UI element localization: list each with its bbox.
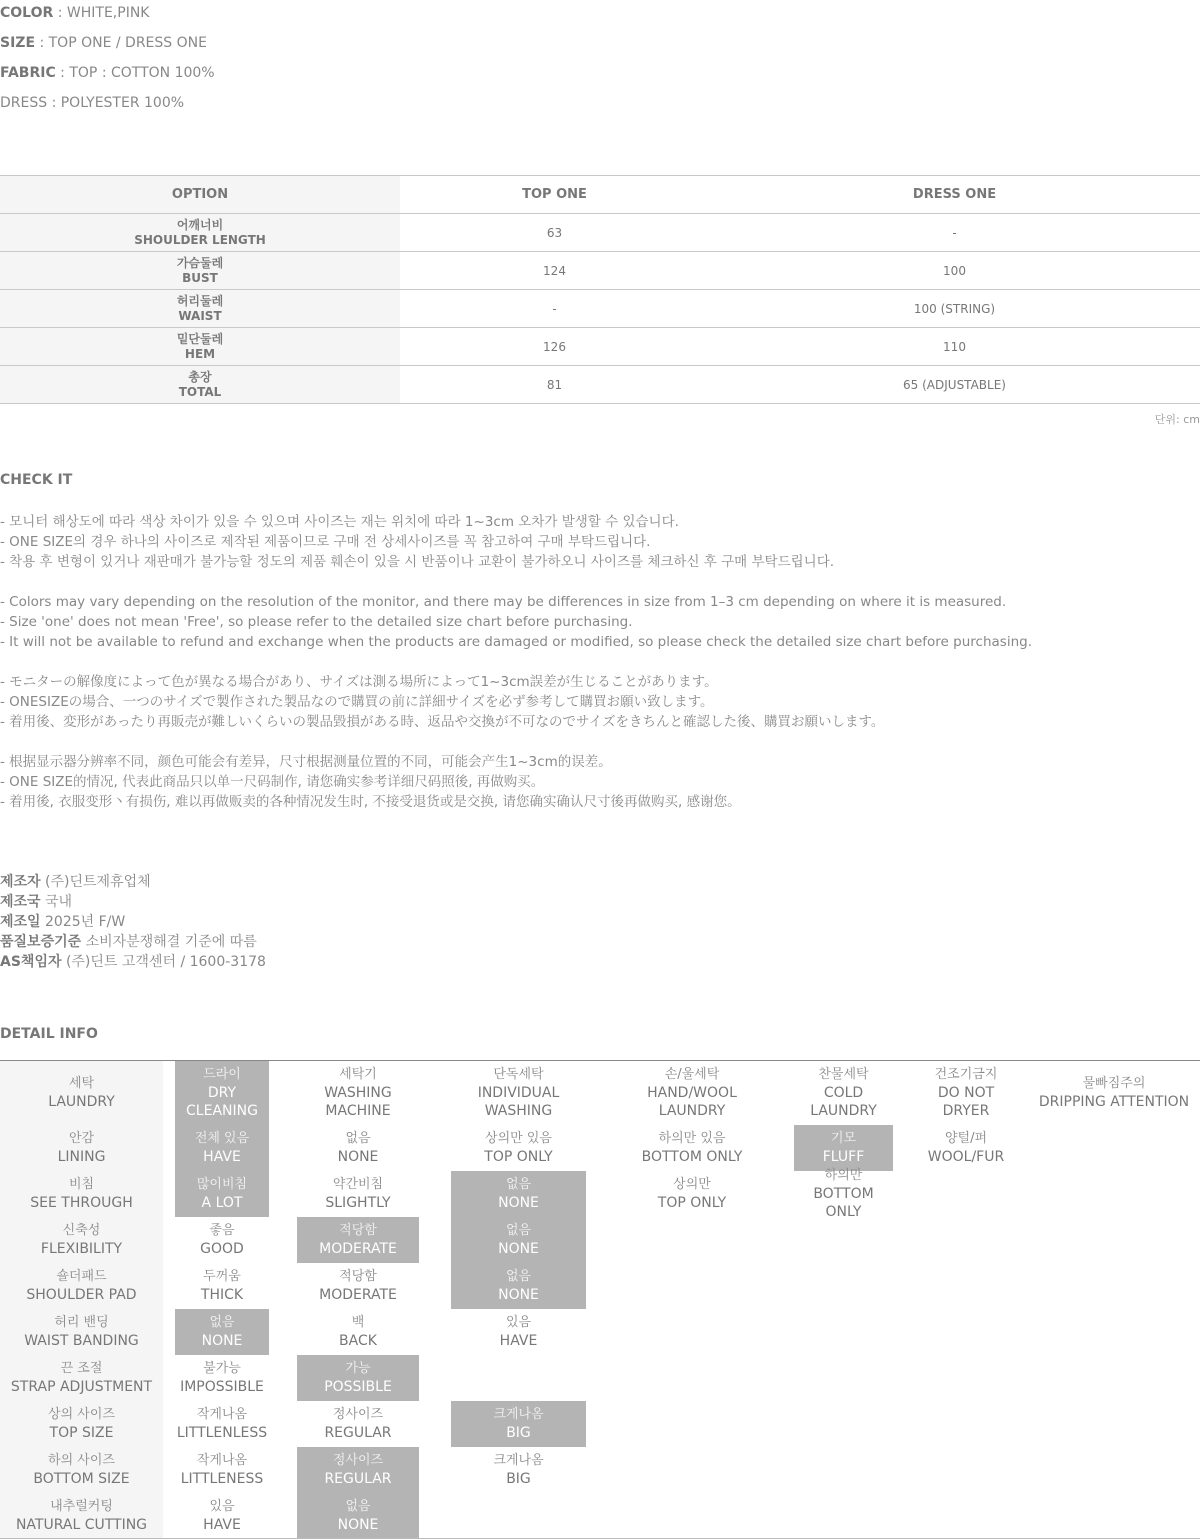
detail-row-label (0, 1217, 163, 1263)
option-label-ko: 적당함 (339, 1269, 377, 1284)
option-label-ko: 좋음 (209, 1223, 235, 1238)
note-line: - 着用後, 衣服变形丶有损伤, 难以再做贩卖的各种情况发生时, 不接受退货或是交换, 请您确实确认尺寸後再做购买, 感谢您。 (0, 794, 741, 810)
option-label-ko: 찬물세탁 (818, 1067, 869, 1082)
option-label-en: SEE THROUGH (30, 1195, 133, 1211)
option-label-en: DRY (207, 1085, 237, 1101)
maker-line: 제조자 (주)딘트제휴업체 (0, 874, 151, 890)
color-label: COLOR (0, 5, 54, 21)
option-label-en: SHOULDER PAD (26, 1287, 137, 1303)
detail-option (451, 1125, 586, 1171)
note-line: - 根据显示器分辨率不同，颜色可能会有差异，尺寸根据测量位置的不同，可能会产生1~3cm的误差。 (0, 754, 612, 770)
option-label-ko: 상의만 있음 (485, 1131, 552, 1146)
option-label-ko: 상의만 (673, 1177, 711, 1192)
option-label-ko: 작게나옴 (196, 1453, 248, 1468)
detail-option (297, 1125, 419, 1171)
option-label-en: NONE (337, 1517, 379, 1533)
detail-info-title: DETAIL INFO (0, 1026, 98, 1042)
option-label-en: NATURAL CUTTING (15, 1517, 148, 1533)
option-label-ko: 건조기금지 (934, 1067, 998, 1082)
detail-option (297, 1061, 419, 1125)
option-label-en: A LOT (201, 1195, 243, 1211)
top-value: 81 (400, 366, 709, 404)
option-label-en: BOTTOM ONLY (813, 1186, 874, 1220)
dress-value: 100 (709, 252, 1200, 290)
option-label-en: NONE (498, 1241, 539, 1257)
option-label-ko: 없음 (505, 1177, 532, 1192)
option-label-en: HAVE (499, 1333, 538, 1349)
detail-option (916, 1061, 1016, 1125)
color-value: : WHITE,PINK (53, 5, 150, 21)
option-label-en: POSSIBLE (324, 1379, 392, 1395)
detail-row-label (0, 1401, 163, 1447)
header-dress-one: DRESS ONE (709, 176, 1200, 214)
option-label-ko: 전체 있음 (194, 1131, 250, 1146)
option-label-en: DRIPPING ATTENTION (1038, 1094, 1190, 1110)
option-label-en: FLUFF (822, 1149, 865, 1165)
option-label-en: TOP SIZE (49, 1425, 114, 1441)
table-row (0, 366, 1200, 404)
option-label-ko: 단독세탁 (493, 1067, 544, 1082)
detail-bottom-divider (0, 1538, 1200, 1539)
top-value: 126 (400, 328, 709, 366)
note-line: - モニターの解像度によって色が異なる場合があり、サイズは測る場所によって1~3cm誤差が生じることがあります。 (0, 674, 718, 690)
option-label-en: FLEXIBILITY (40, 1241, 123, 1257)
maker-line: AS책임자 (주)딘트 고객센터 / 1600-3178 (0, 954, 266, 970)
option-label-ko: 적당함 (339, 1223, 377, 1238)
detail-option (175, 1171, 269, 1217)
detail-option (620, 1125, 764, 1171)
note-line: - 着用後、変形があったり再販売が難しいくらいの製品毀損がある時、返品や交換が不可なのでサイズをきちんと確認した後、購買お願いします。 (0, 714, 885, 730)
size-table-header (0, 176, 1200, 214)
table-row (0, 214, 1200, 252)
detail-row-label (0, 1493, 163, 1539)
option-label-en: BIG (506, 1471, 531, 1487)
top-value: 63 (400, 214, 709, 252)
detail-row-label (0, 1309, 163, 1355)
spec-fabric (0, 63, 215, 83)
spec-size (0, 33, 207, 53)
option-label-ko: 물빠짐주의 (1082, 1076, 1146, 1091)
table-row (0, 290, 1200, 328)
detail-option (451, 1263, 586, 1309)
header-option: OPTION (0, 176, 400, 214)
option-label-en-2: CLEANING (186, 1103, 258, 1119)
option-label-ko: 비침 (68, 1177, 95, 1192)
option-label-en: GOOD (200, 1241, 244, 1257)
option-label-ko: 상의 사이즈 (48, 1407, 115, 1422)
option-label-en: NONE (201, 1333, 243, 1349)
option-label-en: WASHING MACHINE (324, 1085, 392, 1119)
detail-option (794, 1125, 893, 1171)
maker-line: 제조국 국내 (0, 894, 73, 910)
option-label-en: THICK (200, 1287, 244, 1303)
option-label-ko: 백 (351, 1315, 365, 1330)
detail-option (451, 1061, 586, 1125)
detail-row-label (0, 1447, 163, 1493)
option-label-ko: 세탁기 (339, 1067, 377, 1082)
dress-value: 65 (ADJUSTABLE) (709, 366, 1200, 404)
option-label-ko: 하의만 (824, 1168, 863, 1183)
option-label-ko: 하의 사이즈 (48, 1453, 115, 1468)
option-label-ko: 손/울세탁 (664, 1067, 720, 1082)
detail-option (1028, 1061, 1200, 1125)
detail-option (175, 1447, 269, 1493)
option-label-ko: 있음 (505, 1315, 532, 1330)
note-line: - ONESIZEの場合、一つのサイズで製作された製品なので購買の前に詳細サイズを必ず参考して購買お願い致します。 (0, 694, 714, 710)
option-label-ko: 허리 밴딩 (54, 1315, 109, 1330)
row-label: 가슴둘레 BUST (0, 252, 400, 290)
option-label-en: BOTTOM ONLY (641, 1149, 743, 1165)
option-label-ko: 불가능 (203, 1361, 241, 1376)
detail-row-label (0, 1171, 163, 1217)
option-label-en: NONE (498, 1287, 539, 1303)
dress-value: 100 (STRING) (709, 290, 1200, 328)
option-label-en: LITTLENLESS (176, 1425, 268, 1441)
option-label-en: TOP ONLY (657, 1195, 727, 1211)
detail-option (451, 1217, 586, 1263)
option-label-ko: 드라이 (203, 1067, 241, 1082)
option-label-ko: 하의만 있음 (658, 1131, 726, 1146)
option-label-en: IMPOSSIBLE (180, 1379, 264, 1395)
option-label-en: NONE (498, 1195, 539, 1211)
option-label-ko: 내추럴커팅 (50, 1499, 113, 1514)
row-label: 총장 TOTAL (0, 366, 400, 404)
option-label-en: COLD LAUNDRY (810, 1085, 877, 1119)
option-label-ko: 작게나옴 (196, 1407, 248, 1422)
maker-line: 제조일 2025년 F/W (0, 914, 126, 930)
option-label-en: MODERATE (319, 1287, 397, 1303)
detail-option (175, 1125, 269, 1171)
option-label-ko: 정사이즈 (332, 1453, 384, 1468)
option-label-en: HAVE (203, 1149, 241, 1165)
option-label-ko: 많이비침 (196, 1177, 248, 1192)
option-label-ko: 없음 (345, 1499, 371, 1514)
option-label-en: REGULAR (324, 1471, 392, 1487)
option-label-en: HAND/WOOL LAUNDRY (647, 1085, 737, 1119)
detail-option (297, 1447, 419, 1493)
option-label-ko: 기모 (830, 1131, 857, 1146)
option-label-ko: 없음 (345, 1131, 371, 1146)
detail-option (297, 1355, 419, 1401)
detail-option (175, 1309, 269, 1355)
note-line: - Size 'one' does not mean 'Free', so please refer to the detailed size chart before purchasing. (0, 614, 633, 630)
option-label-en: TOP ONLY (484, 1149, 553, 1165)
option-label-en: HAVE (203, 1517, 241, 1533)
detail-option (451, 1309, 586, 1355)
note-line: - 착용 후 변형이 있거나 재판매가 불가능할 정도의 제품 훼손이 있을 시 반품이나 교환이 불가하오니 사이즈를 체크하신 후 구매 부탁드립니다. (0, 554, 835, 570)
option-label-en: LITTLENESS (180, 1471, 264, 1487)
option-label-ko: 신축성 (62, 1223, 101, 1238)
option-label-ko: 크게나옴 (493, 1453, 544, 1468)
detail-option (451, 1401, 586, 1447)
detail-option (297, 1217, 419, 1263)
note-line: - ONE SIZE的情况, 代表此商品只以单一尺码制作, 请您确实参考详细尺码照後, 再做购买。 (0, 774, 545, 790)
row-label: 밑단둘레 HEM (0, 328, 400, 366)
header-top-one: TOP ONE (400, 176, 709, 214)
option-label-en: NONE (337, 1149, 379, 1165)
option-label-en: BACK (339, 1333, 377, 1349)
size-label: SIZE (0, 35, 36, 51)
option-label-en: REGULAR (324, 1425, 392, 1441)
detail-option (794, 1061, 893, 1125)
detail-option (175, 1217, 269, 1263)
detail-option (620, 1171, 764, 1217)
option-label-ko: 끈 조절 (60, 1361, 103, 1376)
option-label-ko: 세탁 (68, 1076, 95, 1091)
unit-label: 단위: cm (1154, 413, 1200, 426)
option-label-ko: 두꺼움 (203, 1269, 241, 1284)
detail-option (297, 1171, 419, 1217)
detail-option (175, 1355, 269, 1401)
spec-dress-fabric: DRESS : POLYESTER 100% (0, 95, 185, 111)
option-label-ko: 없음 (209, 1315, 235, 1330)
detail-option (620, 1061, 764, 1125)
detail-option (175, 1401, 269, 1447)
spec-color (0, 3, 149, 23)
note-line: - ONE SIZE의 경우 하나의 사이즈로 제작된 제품이므로 구매 전 상세사이즈를 꼭 참고하여 구매 부탁드립니다. (0, 534, 651, 550)
fabric-value: : TOP : COTTON 100% (55, 65, 215, 81)
detail-option (297, 1309, 419, 1355)
detail-option (297, 1493, 419, 1539)
option-label-en: STRAP ADJUSTMENT (10, 1379, 153, 1395)
note-line: - Colors may vary depending on the resolution of the monitor, and there may be differences in size from 1–3 cm depending on where it is measured. (0, 594, 1007, 610)
size-value: : TOP ONE / DRESS ONE (35, 35, 207, 51)
check-it-title: CHECK IT (0, 472, 73, 488)
top-value: 124 (400, 252, 709, 290)
detail-option (916, 1125, 1016, 1171)
option-label-en: MODERATE (319, 1241, 397, 1257)
note-line: - It will not be available to refund and exchange when the products are damaged or modified, so please check the detailed size chart before purchasing. (0, 634, 1032, 650)
detail-row-label (0, 1061, 163, 1125)
option-label-en: BIG (506, 1425, 531, 1441)
detail-option (451, 1447, 586, 1493)
option-label-ko: 가능 (345, 1361, 371, 1376)
option-label-en: SLIGHTLY (325, 1195, 391, 1211)
dress-value: 110 (709, 328, 1200, 366)
option-label-ko: 안감 (68, 1131, 95, 1146)
detail-option (175, 1061, 269, 1125)
check-notes (0, 512, 1200, 812)
table-row (0, 252, 1200, 290)
option-label-ko: 없음 (505, 1223, 532, 1238)
detail-option (175, 1493, 269, 1539)
row-label: 어깨너비 SHOULDER LENGTH (0, 214, 400, 252)
option-label-ko: 양털/퍼 (944, 1131, 988, 1146)
option-label-ko: 크게나옴 (493, 1407, 544, 1422)
option-label-en: INDIVIDUAL WASHING (477, 1085, 560, 1119)
fabric-label: FABRIC (0, 65, 56, 81)
option-label-en: LINING (57, 1149, 106, 1165)
table-row (0, 328, 1200, 366)
maker-info (0, 872, 266, 972)
option-label-ko: 정사이즈 (332, 1407, 384, 1422)
detail-option (297, 1401, 419, 1447)
top-value: - (400, 290, 709, 328)
detail-row-label (0, 1355, 163, 1401)
note-line: - 모니터 해상도에 따라 색상 차이가 있을 수 있으며 사이즈는 재는 위치에 따라 1~3cm 오차가 발생할 수 있습니다. (0, 514, 679, 530)
option-label-ko: 없음 (505, 1269, 532, 1284)
option-label-en: DO NOT DRYER (937, 1085, 995, 1119)
size-table (0, 175, 1200, 404)
option-label-ko: 약간비침 (332, 1177, 384, 1192)
option-label-ko: 있음 (209, 1499, 235, 1514)
detail-option (451, 1171, 586, 1217)
detail-row-label (0, 1125, 163, 1171)
option-label-en: WAIST BANDING (24, 1333, 139, 1349)
maker-line: 품질보증기준 소비자분쟁해결 기준에 따름 (0, 934, 257, 950)
dress-value: - (709, 214, 1200, 252)
option-label-ko: 숄더패드 (56, 1269, 107, 1284)
option-label-en: BOTTOM SIZE (33, 1471, 130, 1487)
detail-option (297, 1263, 419, 1309)
detail-option (794, 1168, 893, 1220)
option-label-en: LAUNDRY (48, 1094, 115, 1110)
detail-row-label (0, 1263, 163, 1309)
row-label: 허리둘레 WAIST (0, 290, 400, 328)
detail-option (175, 1263, 269, 1309)
option-label-en: WOOL/FUR (927, 1149, 1005, 1165)
